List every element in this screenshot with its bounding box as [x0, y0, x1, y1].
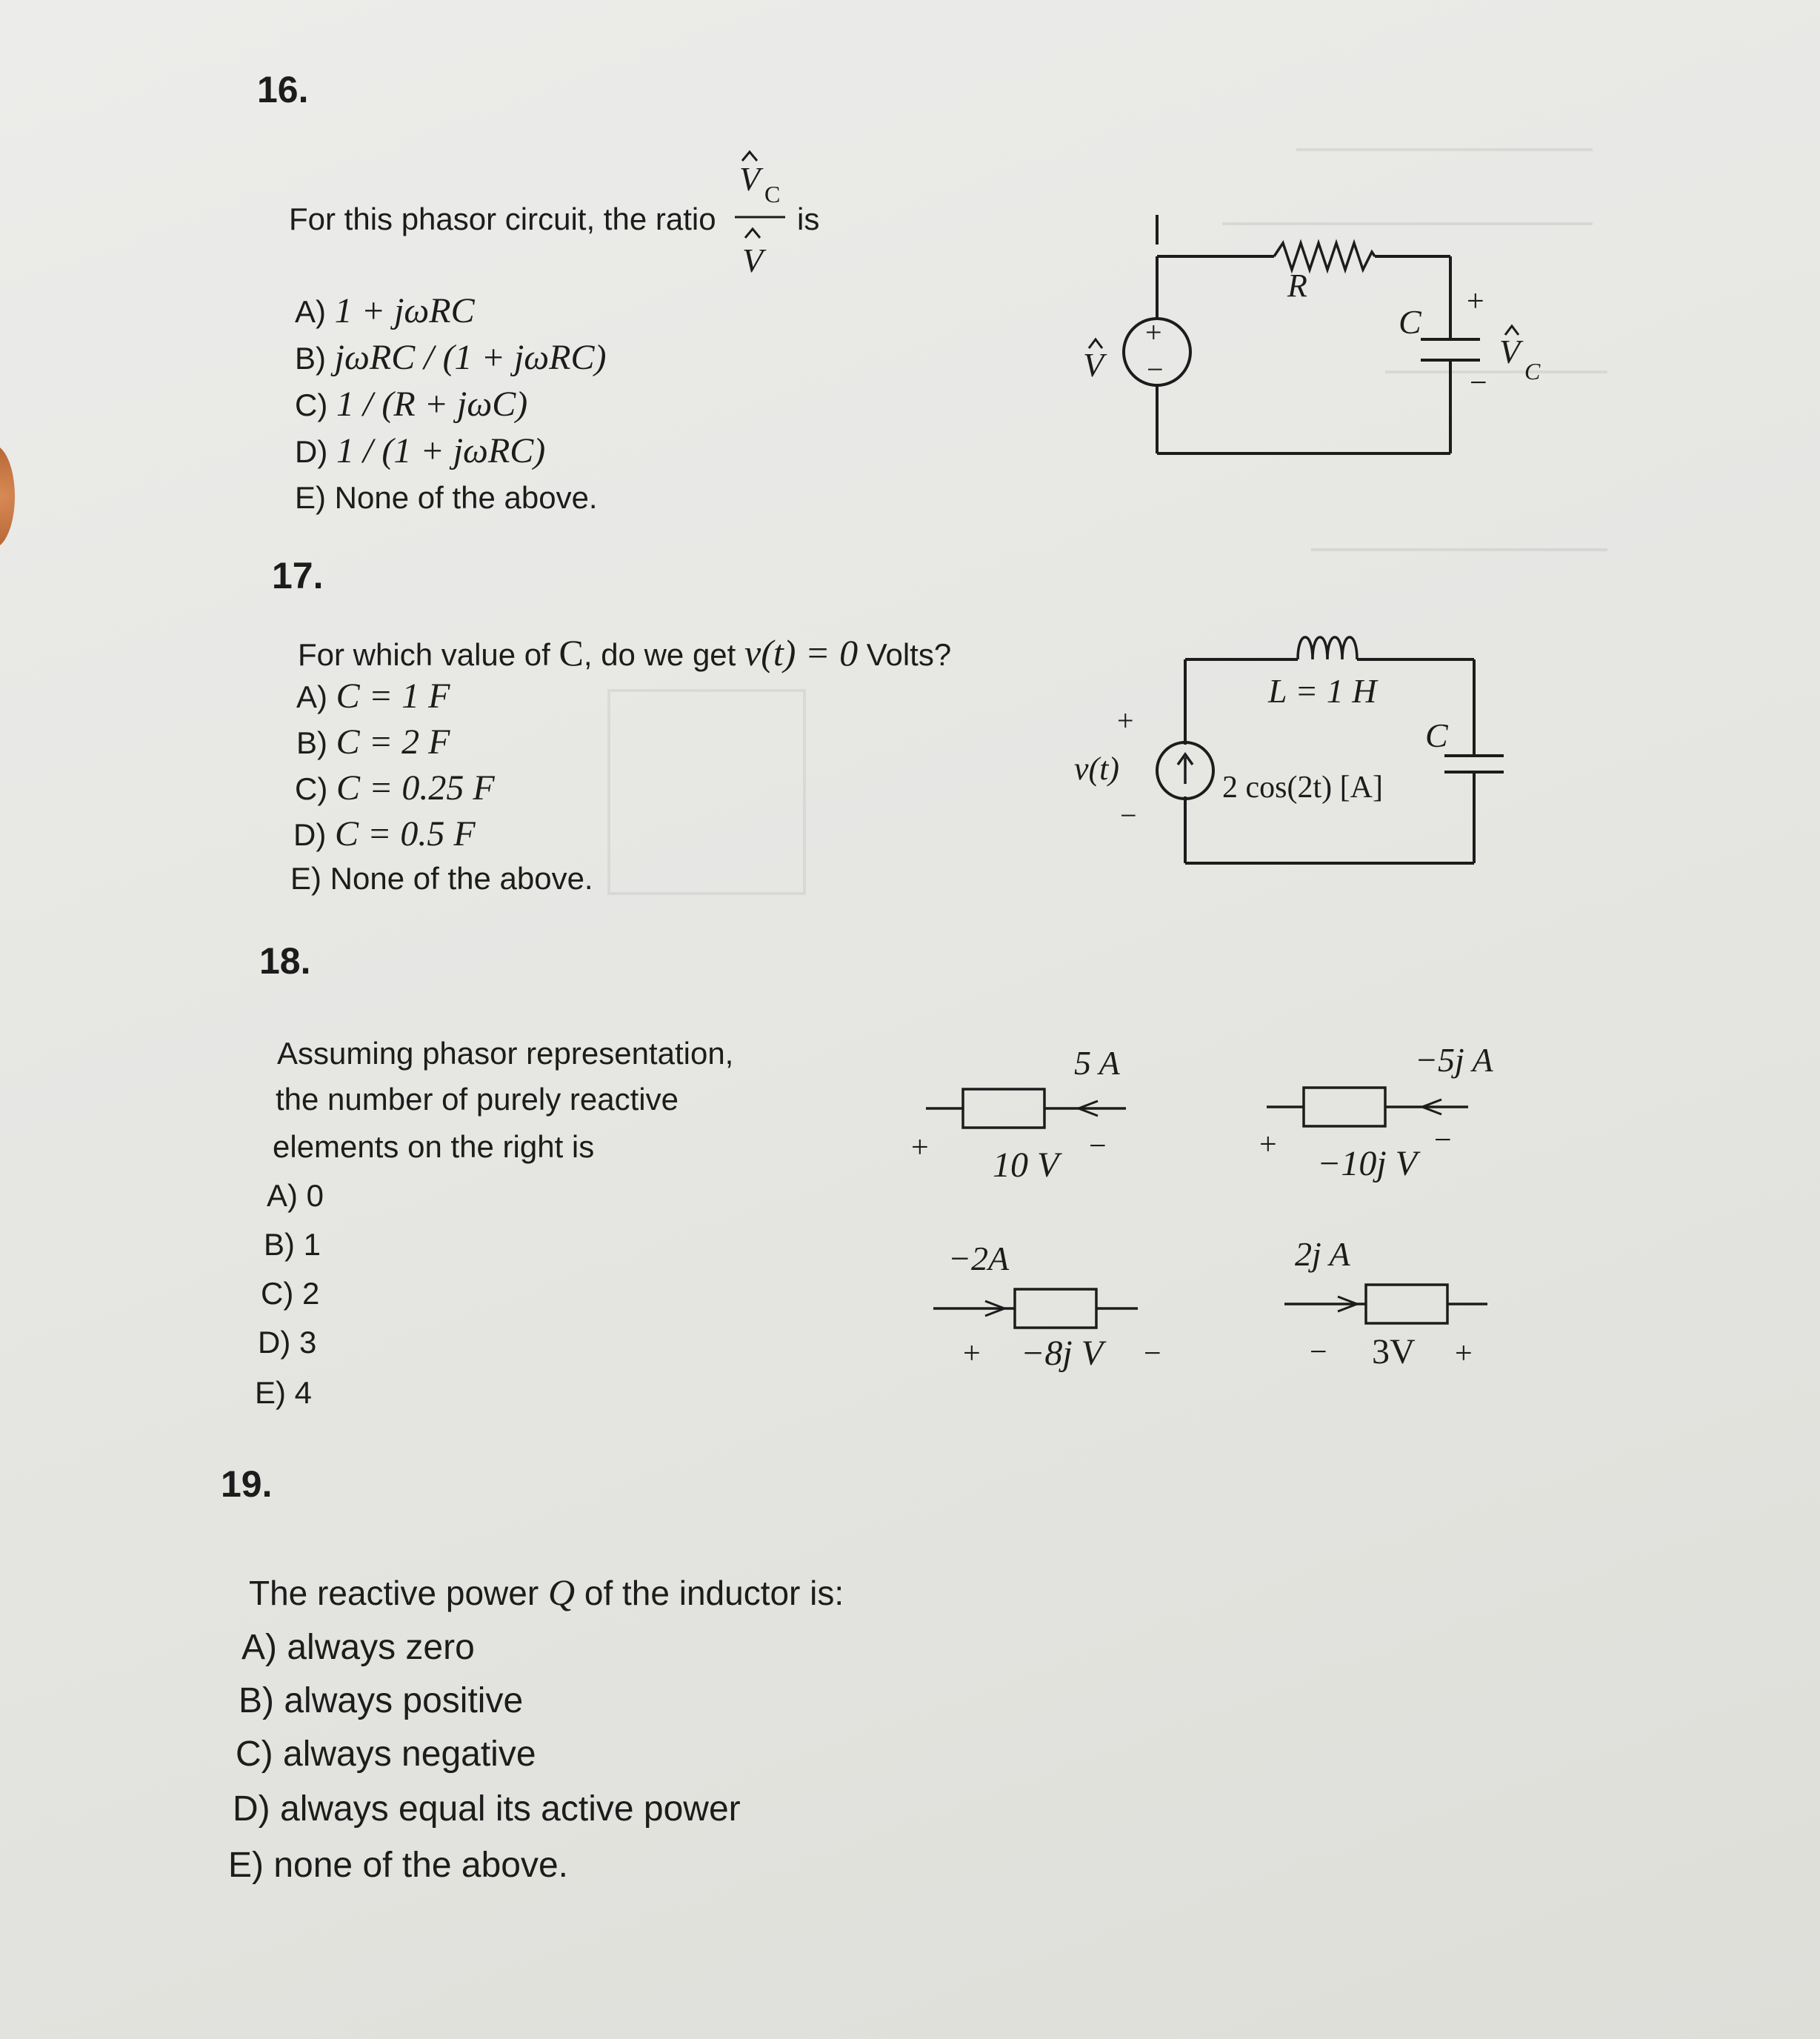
q18-option-b[interactable] [264, 1227, 321, 1263]
element-4-minus: + [1455, 1337, 1473, 1371]
element-3-plus: + [963, 1337, 981, 1371]
question-17-number: 17. [272, 555, 324, 596]
option-letter: E) [255, 1375, 286, 1410]
element-1-current: 5 A [1074, 1044, 1120, 1082]
element-4-current: 2j A [1295, 1235, 1350, 1273]
option-text: 3 [299, 1325, 317, 1360]
option-letter: E) [228, 1846, 264, 1885]
q16-ratio-fraction [733, 144, 793, 285]
option-letter: C) [261, 1276, 294, 1311]
q17-option-c[interactable] [295, 768, 495, 808]
option-text: always zero [287, 1628, 475, 1667]
option-text: 1 [303, 1227, 321, 1262]
q18-stem-line: Assuming phasor representation, [277, 1036, 734, 1071]
option-text: always positive [284, 1681, 524, 1720]
q17-inductor-label: L = 1 H [1268, 672, 1377, 710]
q16-option-a[interactable] [295, 290, 475, 331]
q17-cap-label: C [1425, 716, 1448, 754]
option-letter: D) [295, 434, 328, 469]
q16-option-b[interactable] [295, 337, 607, 378]
question-19-number: 19. [221, 1463, 273, 1505]
inductor-coil [1298, 637, 1357, 659]
q17-option-b[interactable] [296, 722, 450, 762]
q19-stem-var: Q [547, 1571, 576, 1613]
q19-option-e[interactable] [228, 1845, 568, 1886]
element-2-minus: − [1434, 1123, 1452, 1157]
finger-edge [0, 445, 15, 548]
question-18-number: 18. [259, 940, 311, 982]
q18-option-d[interactable] [258, 1325, 316, 1360]
q16-stem-prefix: For this phasor circuit, the ratio [289, 202, 716, 236]
q18-option-a[interactable] [267, 1178, 324, 1214]
option-text: None of the above. [334, 480, 598, 515]
q18-elements-diagram [911, 1030, 1578, 1400]
q18-option-c[interactable] [261, 1276, 319, 1311]
q17-stem-c: Volts? [858, 637, 952, 672]
element-2-current: −5j A [1415, 1041, 1493, 1079]
option-text: none of the above. [273, 1846, 569, 1885]
option-text: C = 1 F [336, 676, 450, 716]
q16-src-plus: + [1145, 316, 1162, 349]
option-letter: D) [293, 817, 327, 852]
option-text: C = 0.5 F [335, 814, 476, 854]
q16-stem-suffix: is [797, 202, 820, 236]
q19-stem-a: The reactive power [249, 1574, 548, 1612]
question-19-stem [249, 1571, 844, 1614]
element-4-voltage: 3V [1372, 1332, 1416, 1371]
q17-v-minus: − [1120, 799, 1137, 832]
q16-option-e[interactable] [295, 480, 598, 516]
q18-option-e[interactable] [255, 1375, 312, 1411]
q16-out-plus: + [1467, 285, 1484, 319]
q16-out-sub: C [1524, 358, 1541, 385]
option-text: C = 0.25 F [336, 768, 495, 808]
option-text: jωRC / (1 + jωRC) [334, 338, 607, 377]
q19-option-c[interactable] [236, 1734, 536, 1774]
element-1 [911, 1044, 1126, 1185]
q19-option-a[interactable] [241, 1627, 475, 1668]
element-1-minus: − [1089, 1129, 1107, 1163]
option-letter: E) [290, 861, 321, 896]
question-16-stem [289, 202, 716, 237]
q19-option-b[interactable] [239, 1680, 523, 1721]
element-box [963, 1089, 1044, 1128]
option-text: 0 [306, 1178, 324, 1213]
q17-stem-var: C [559, 632, 584, 673]
option-letter: D) [233, 1789, 270, 1829]
q17-stem-v: v(t) = 0 [744, 632, 859, 673]
option-text: always equal its active power [280, 1789, 741, 1829]
option-letter: C) [236, 1734, 273, 1774]
question-17-stem [298, 631, 951, 674]
option-letter: D) [258, 1325, 291, 1360]
element-3 [933, 1240, 1161, 1373]
q16-cap-label: C [1399, 303, 1421, 341]
q17-source-label: 2 cos(2t) [A] [1222, 771, 1383, 805]
q16-ratio-num: V [739, 160, 761, 198]
q16-resistor-label: R [1287, 267, 1307, 304]
option-text: None of the above. [330, 861, 593, 896]
resistor-zigzag [1274, 243, 1375, 270]
q19-option-d[interactable] [233, 1789, 741, 1829]
q17-stem-a: For which value of [298, 637, 559, 672]
element-3-voltage: −8j V [1021, 1334, 1104, 1373]
element-1-voltage: 10 V [993, 1145, 1059, 1185]
q16-ratio-num-sub: C [764, 181, 781, 207]
q16-out-label: V [1499, 333, 1521, 370]
q17-option-d[interactable] [293, 814, 476, 854]
option-text: 1 / (R + jωC) [336, 385, 528, 424]
element-1-plus: + [911, 1131, 929, 1165]
element-3-current: −2A [948, 1240, 1010, 1277]
element-2-plus: + [1259, 1128, 1277, 1162]
q16-option-d[interactable] [295, 430, 545, 471]
q16-option-c[interactable] [295, 384, 527, 425]
option-letter: B) [264, 1227, 295, 1262]
element-2 [1259, 1041, 1493, 1183]
q16-ratio-den: V [742, 242, 764, 279]
q16-src-minus: − [1147, 353, 1164, 386]
q16-src-label: V [1083, 346, 1104, 384]
q19-stem-b: of the inductor is: [575, 1574, 844, 1612]
q17-option-a[interactable] [296, 676, 450, 716]
option-text: 1 + jωRC [334, 291, 475, 330]
option-text: C = 2 F [336, 722, 450, 762]
q18-stem-line: elements on the right is [273, 1129, 595, 1164]
q17-v-plus: + [1117, 704, 1134, 737]
option-letter: B) [295, 341, 326, 376]
option-text: 1 / (1 + jωRC) [336, 431, 546, 470]
element-box [1015, 1289, 1096, 1328]
option-letter: A) [267, 1178, 298, 1213]
option-letter: C) [295, 771, 328, 806]
element-box [1304, 1088, 1385, 1126]
option-text: always negative [283, 1734, 536, 1774]
q17-stem-b: , do we get [583, 637, 744, 672]
option-letter: A) [296, 679, 327, 714]
element-3-minus: − [1144, 1337, 1161, 1371]
option-text: 4 [294, 1375, 313, 1410]
option-letter: A) [241, 1628, 277, 1667]
option-letter: B) [239, 1681, 274, 1720]
element-2-voltage: −10j V [1317, 1144, 1418, 1183]
element-box [1366, 1285, 1447, 1323]
element-4-plus: − [1310, 1335, 1327, 1369]
q16-rc-circuit [1067, 215, 1570, 474]
option-letter: E) [295, 480, 326, 515]
option-text: 2 [302, 1276, 320, 1311]
q17-v-label: v(t) [1074, 751, 1120, 787]
option-letter: B) [296, 725, 327, 760]
option-letter: A) [295, 294, 326, 329]
bleed-through-circuit [607, 689, 806, 895]
element-4 [1284, 1235, 1487, 1371]
q17-option-e[interactable] [290, 861, 593, 897]
q17-lc-circuit [1074, 615, 1519, 882]
q18-stem-line: the number of purely reactive [276, 1082, 679, 1117]
question-16-number: 16. [257, 69, 309, 110]
q16-out-minus: − [1470, 366, 1487, 400]
option-letter: C) [295, 387, 328, 422]
